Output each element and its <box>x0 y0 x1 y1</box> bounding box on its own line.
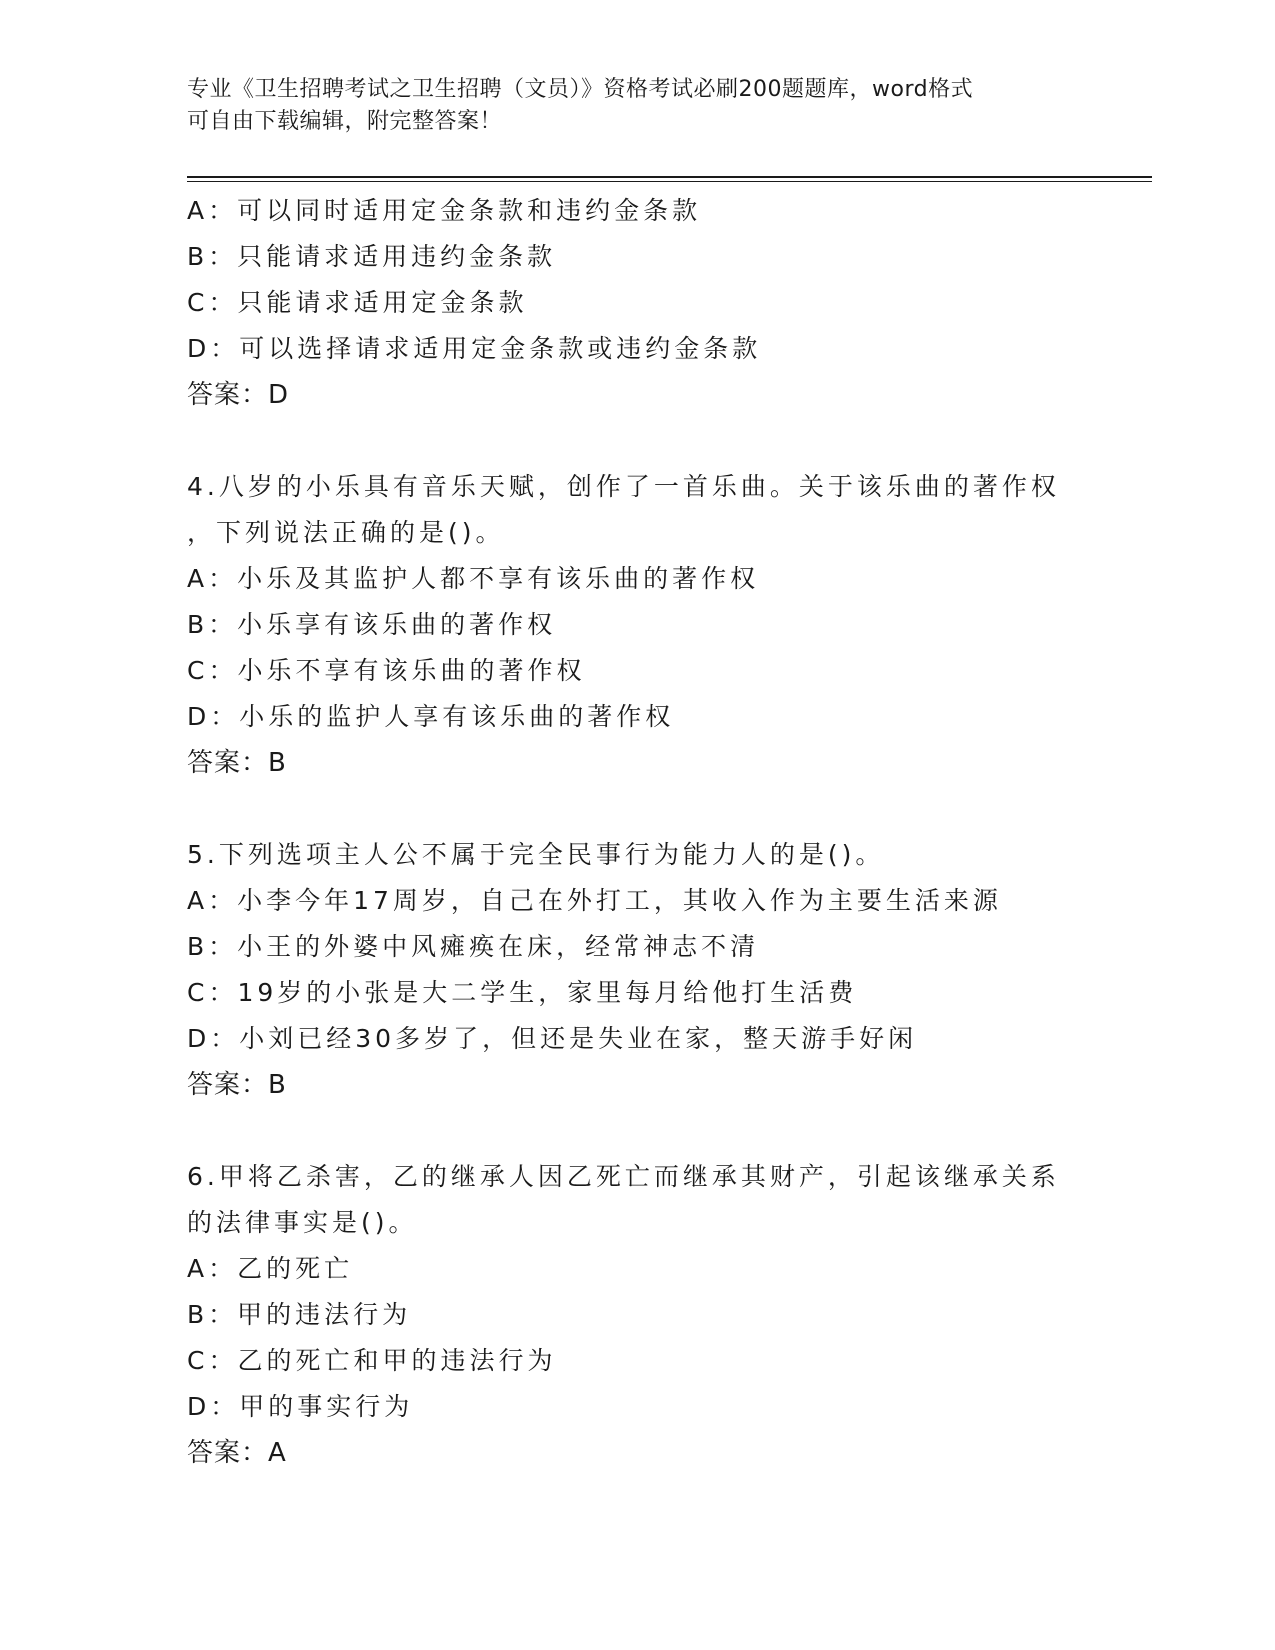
header-line-2: 可自由下载编辑，附完整答案！ <box>187 109 503 134</box>
question-6 <box>187 1154 1087 1476</box>
answer-label: 答案：D <box>187 380 290 410</box>
header-rule-thick <box>187 176 1152 178</box>
option-b: B：只能请求适用违约金条款 <box>187 242 557 271</box>
option-c: C：乙的死亡和甲的违法行为 <box>187 1346 557 1375</box>
question-stem-continued: 的法律事实是()。 <box>187 1208 418 1237</box>
document-header <box>187 74 1087 138</box>
option-c: C：19岁的小张是大二学生，家里每月给他打生活费 <box>187 978 858 1007</box>
option-b: B：甲的违法行为 <box>187 1300 412 1329</box>
option-a: A：小李今年17周岁，自己在外打工，其收入作为主要生活来源 <box>187 886 1002 915</box>
option-b: B：小王的外婆中风瘫痪在床，经常神志不清 <box>187 932 760 961</box>
answer-label: 答案：B <box>187 748 287 778</box>
answer-label: 答案：A <box>187 1438 287 1468</box>
option-c: C：小乐不享有该乐曲的著作权 <box>187 656 586 685</box>
question-5 <box>187 832 1087 1108</box>
header-rule-thin <box>187 181 1152 182</box>
option-c: C：只能请求适用定金条款 <box>187 288 528 317</box>
question-stem: 6.甲将乙杀害，乙的继承人因乙死亡而继承其财产，引起该继承关系 <box>187 1162 1060 1191</box>
spacer <box>187 786 1087 832</box>
question-stem: 5.下列选项主人公不属于完全民事行为能力人的是()。 <box>187 840 885 869</box>
question-stem: 4.八岁的小乐具有音乐天赋，创作了一首乐曲。关于该乐曲的著作权 <box>187 472 1060 501</box>
option-d: D：小乐的监护人享有该乐曲的著作权 <box>187 702 675 731</box>
option-d: D：小刘已经30多岁了，但还是失业在家，整天游手好闲 <box>187 1024 918 1053</box>
header-line-1: 专业《卫生招聘考试之卫生招聘（文员）》资格考试必刷200题题库，word格式 <box>187 77 974 102</box>
spacer <box>187 418 1087 464</box>
spacer <box>187 1108 1087 1154</box>
question-3 <box>187 188 1087 418</box>
option-d: D：可以选择请求适用定金条款或违约金条款 <box>187 334 762 363</box>
question-list <box>187 188 1087 1476</box>
option-a: A：乙的死亡 <box>187 1254 354 1283</box>
question-4 <box>187 464 1087 786</box>
answer-label: 答案：B <box>187 1070 287 1100</box>
option-a: A：可以同时适用定金条款和违约金条款 <box>187 196 702 225</box>
option-a: A：小乐及其监护人都不享有该乐曲的著作权 <box>187 564 760 593</box>
option-d: D：甲的事实行为 <box>187 1392 414 1421</box>
question-stem-continued: ，下列说法正确的是()。 <box>187 518 505 547</box>
option-b: B：小乐享有该乐曲的著作权 <box>187 610 557 639</box>
